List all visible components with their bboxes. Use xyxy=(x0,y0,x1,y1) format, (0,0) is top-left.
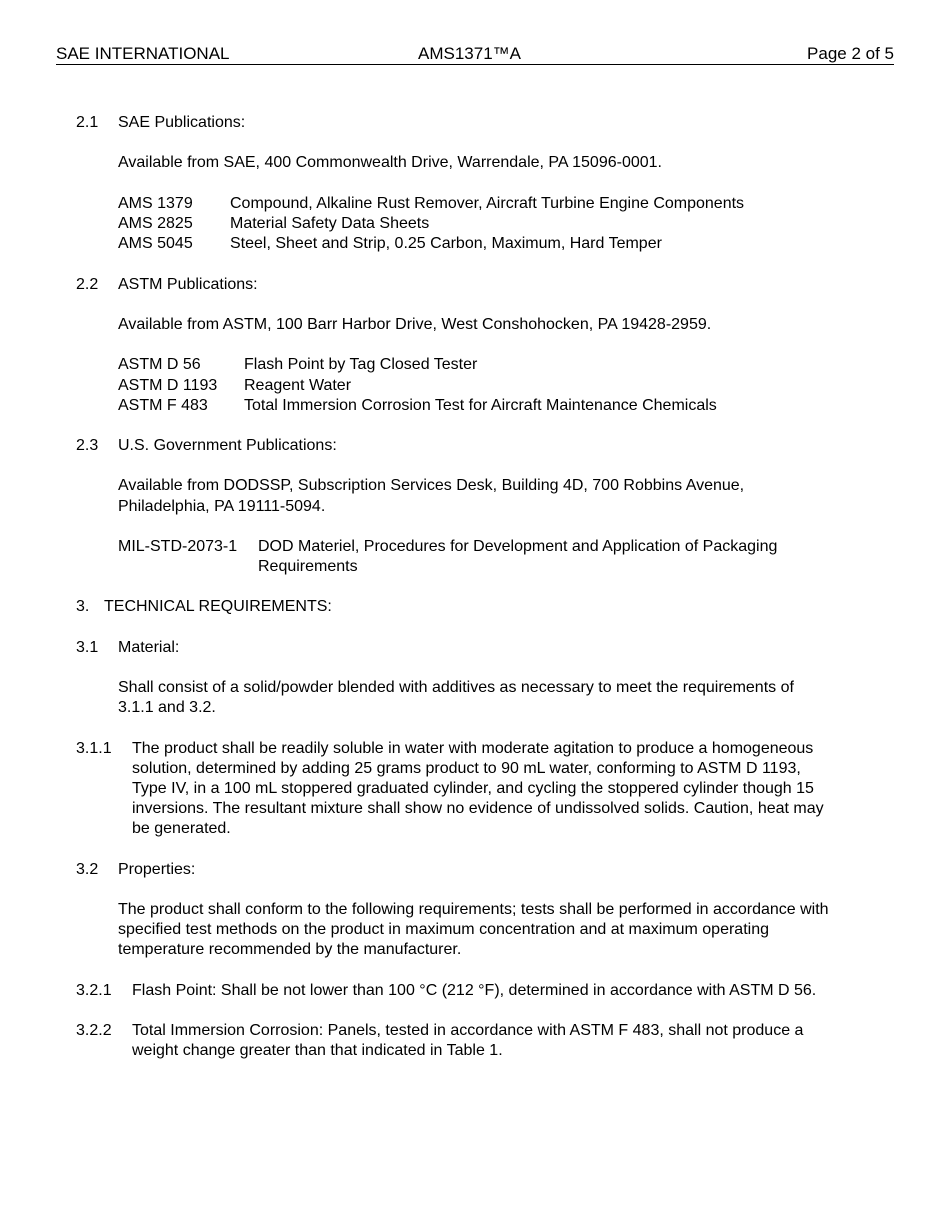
section-title: Properties: xyxy=(118,861,196,878)
header-page-number: Page 2 of 5 xyxy=(807,44,894,63)
reference-code: ASTM F 483 xyxy=(118,397,208,414)
section-number: 3.2.2 xyxy=(76,1022,112,1039)
body-text: Total Immersion Corrosion: Panels, tested in accordance with ASTM F 483, shall not produce a xyxy=(132,1022,804,1039)
availability-text: Available from ASTM, 100 Barr Harbor Drive, West Conshohocken, PA 19428-2959. xyxy=(118,316,712,333)
body-text: specified test methods on the product in maximum concentration and at maximum operating xyxy=(118,921,769,938)
reference-code: AMS 1379 xyxy=(118,195,193,212)
section-number: 2.3 xyxy=(76,437,99,454)
body-text: 3.1.1 and 3.2. xyxy=(118,699,216,716)
body-text: Shall consist of a solid/powder blended with additives as necessary to meet the requirements of xyxy=(118,679,794,696)
section-title: TECHNICAL REQUIREMENTS: xyxy=(104,598,332,615)
body-text: The product shall conform to the following requirements; tests shall be performed in accordance with xyxy=(118,901,829,918)
section-title: Material: xyxy=(118,639,180,656)
body-text: solution, determined by adding 25 grams product to 90 mL water, conforming to ASTM D 1193, xyxy=(132,760,801,777)
reference-title: Compound, Alkaline Rust Remover, Aircraft Turbine Engine Components xyxy=(230,195,745,212)
reference-title: Material Safety Data Sheets xyxy=(230,215,430,232)
section-number: 3.2.1 xyxy=(76,982,112,999)
section-title: U.S. Government Publications: xyxy=(118,437,337,454)
section-title: SAE Publications: xyxy=(118,114,246,131)
reference-code: MIL-STD-2073-1 xyxy=(118,538,238,555)
section-number: 3.1 xyxy=(76,639,99,656)
page-header xyxy=(56,44,894,65)
availability-text: Available from DODSSP, Subscription Services Desk, Building 4D, 700 Robbins Avenue, xyxy=(118,477,745,494)
body-text: be generated. xyxy=(132,820,231,837)
body-text: temperature recommended by the manufacturer. xyxy=(118,941,462,958)
body-text: Flash Point: Shall be not lower than 100 °C (212 °F), determined in accordance with ASTM D 56. xyxy=(132,982,817,999)
reference-title: Flash Point by Tag Closed Tester xyxy=(244,356,478,373)
reference-title: Requirements xyxy=(258,558,358,575)
availability-text: Available from SAE, 400 Commonwealth Drive, Warrendale, PA 15096-0001. xyxy=(118,154,662,171)
reference-code: AMS 2825 xyxy=(118,215,193,232)
reference-code: AMS 5045 xyxy=(118,235,193,252)
header-document-id: AMS1371™A xyxy=(418,44,521,63)
section-number: 2.2 xyxy=(76,276,99,293)
reference-code: ASTM D 1193 xyxy=(118,377,218,394)
body-text: weight change greater than that indicated in Table 1. xyxy=(132,1042,503,1059)
section-number: 2.1 xyxy=(76,114,99,131)
header-organization: SAE INTERNATIONAL xyxy=(56,44,230,63)
reference-title: DOD Materiel, Procedures for Development and Application of Packaging xyxy=(258,538,778,555)
reference-title: Steel, Sheet and Strip, 0.25 Carbon, Maximum, Hard Temper xyxy=(230,235,662,252)
body-text: The product shall be readily soluble in water with moderate agitation to produce a homogeneous xyxy=(132,740,814,757)
section-number: 3. xyxy=(76,598,90,615)
body-text: inversions. The resultant mixture shall show no evidence of undissolved solids. Caution, heat may xyxy=(132,800,824,817)
reference-title: Total Immersion Corrosion Test for Aircraft Maintenance Chemicals xyxy=(244,397,717,414)
section-title: ASTM Publications: xyxy=(118,276,258,293)
section-number: 3.1.1 xyxy=(76,740,112,757)
body-text: Type IV, in a 100 mL stoppered graduated cylinder, and cycling the stoppered cylinder though 15 xyxy=(132,780,814,797)
reference-title: Reagent Water xyxy=(244,377,352,394)
section-number: 3.2 xyxy=(76,861,99,878)
availability-text: Philadelphia, PA 19111-5094. xyxy=(118,498,326,515)
reference-code: ASTM D 56 xyxy=(118,356,201,373)
